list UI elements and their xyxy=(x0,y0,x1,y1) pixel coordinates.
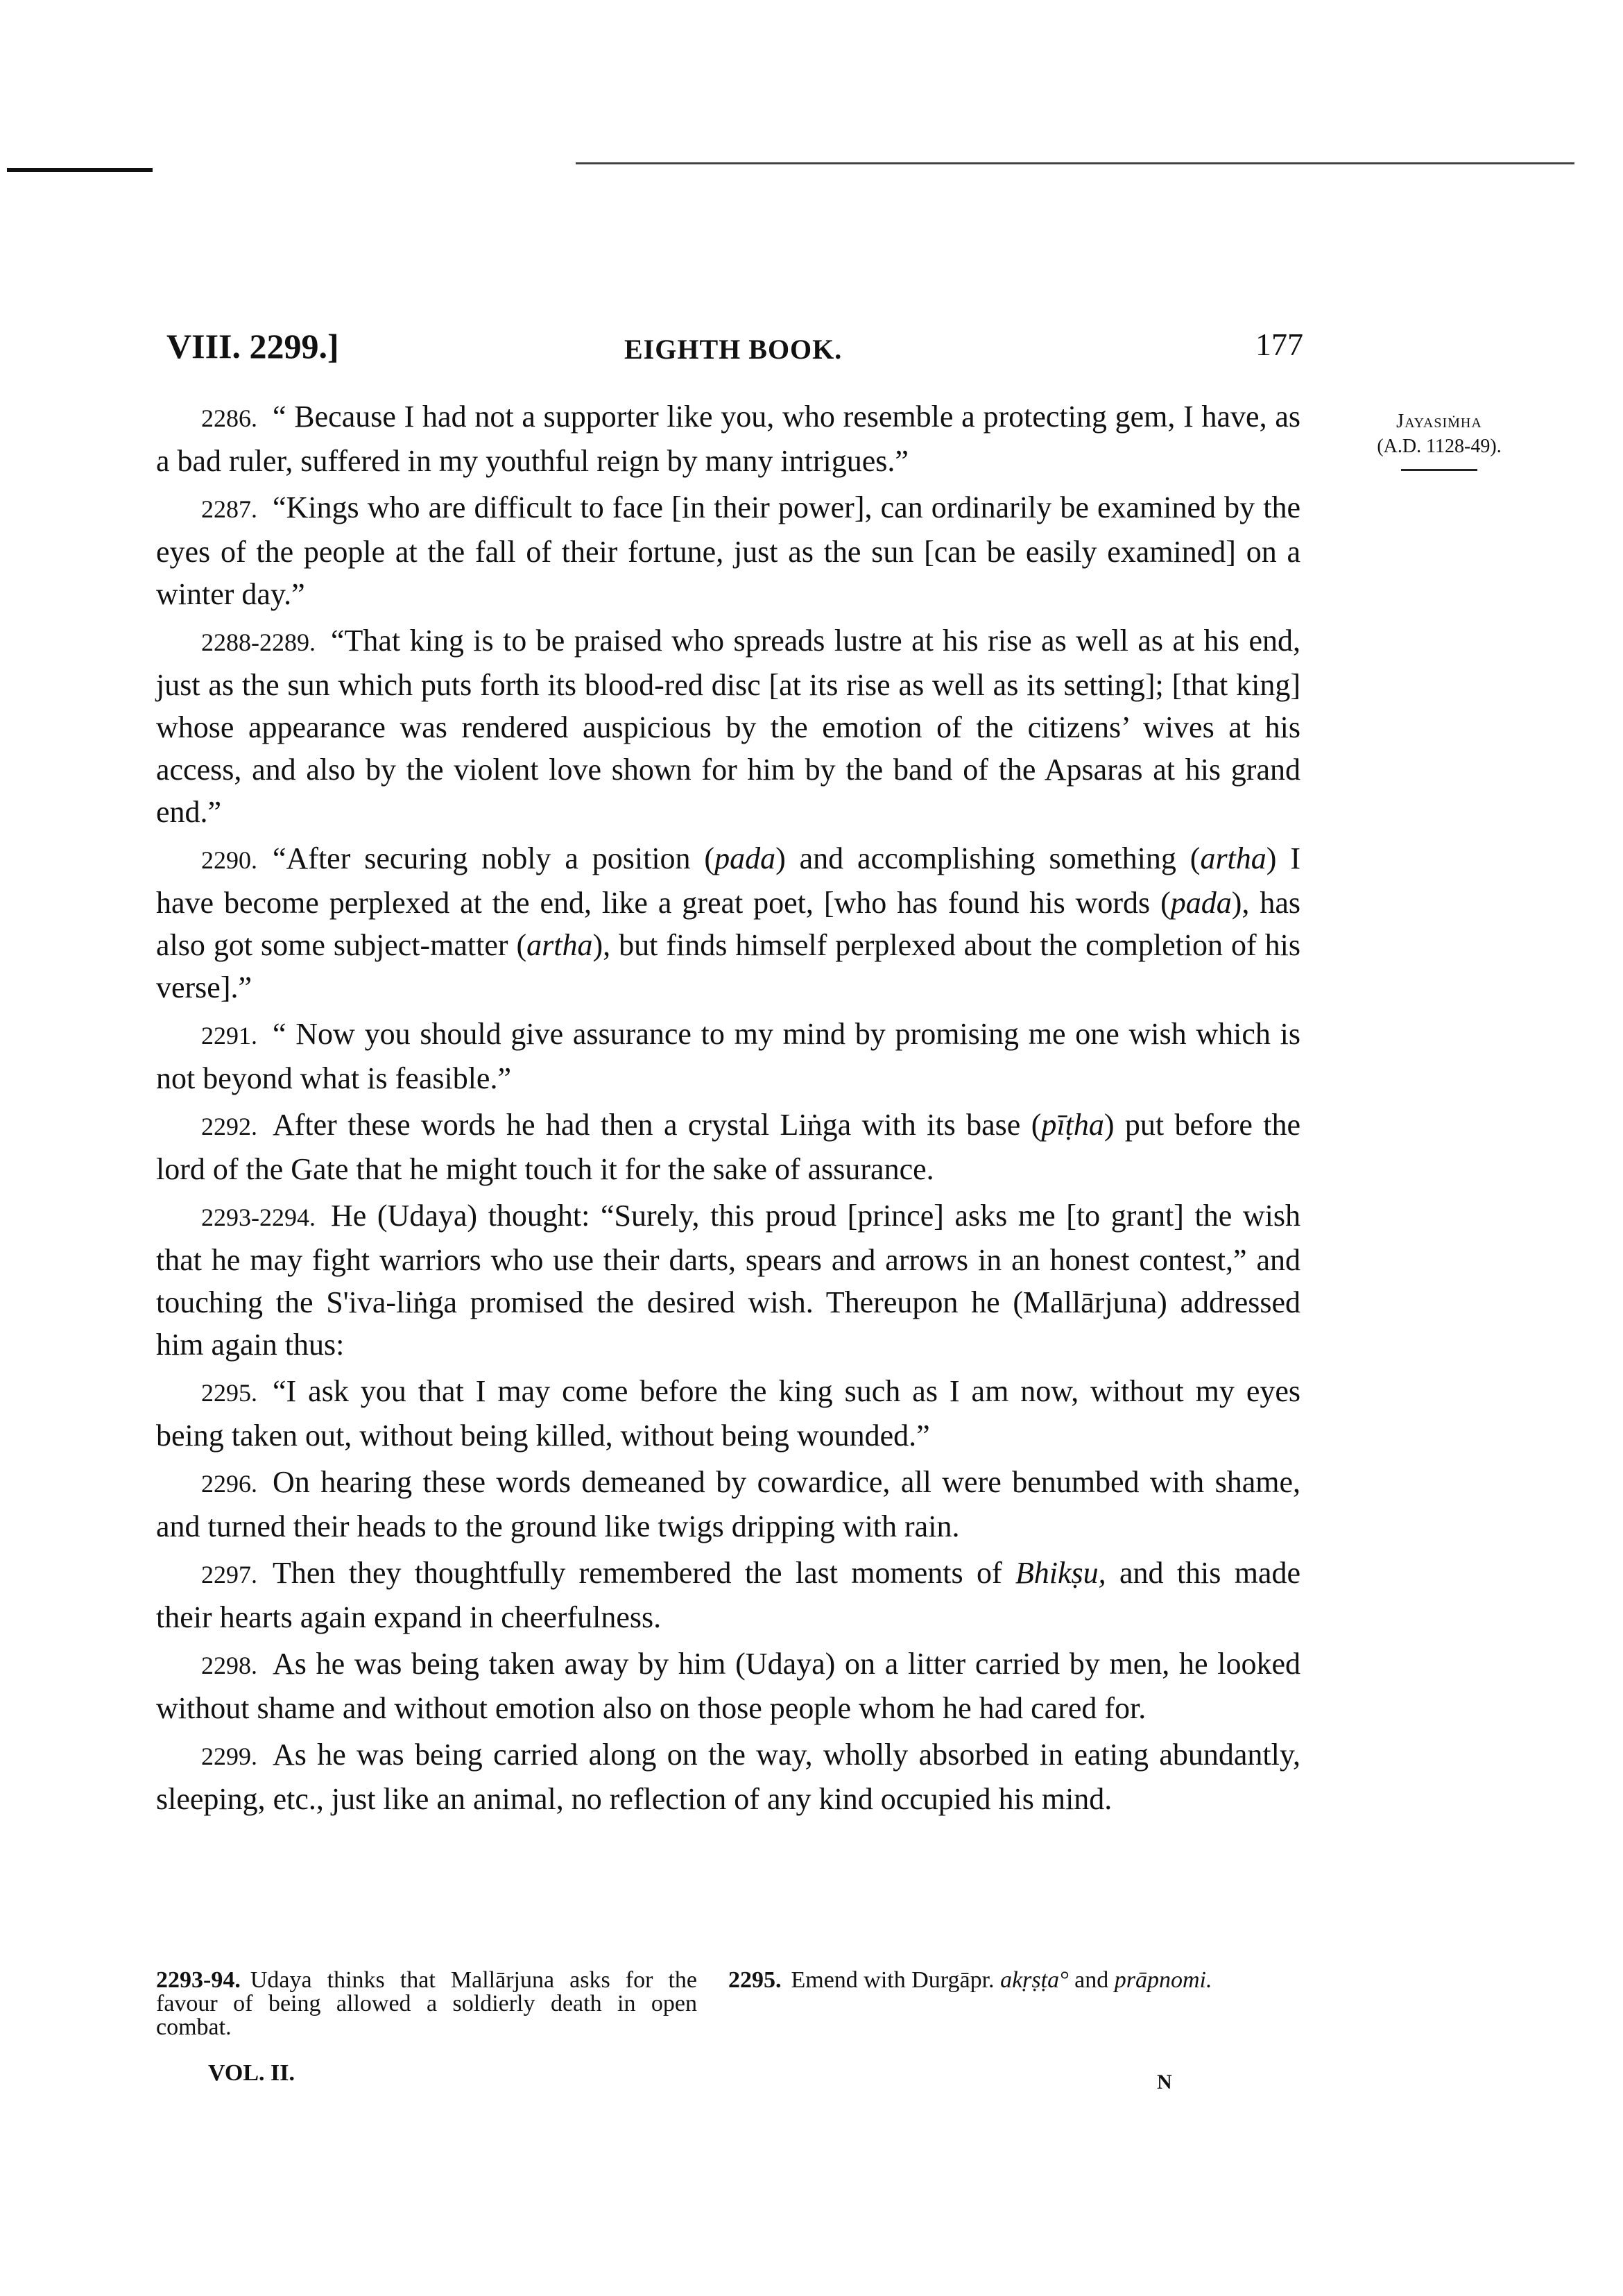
verse-paragraph xyxy=(156,837,1300,1009)
verse-number: 2293-2294. xyxy=(201,1203,316,1231)
verse-number: 2299. xyxy=(201,1742,257,1770)
verse-paragraph xyxy=(156,1461,1300,1548)
margin-note-rule xyxy=(1401,469,1477,471)
verse-paragraph xyxy=(156,1643,1300,1729)
verse-paragraph xyxy=(156,395,1300,482)
running-head-verse-ref: VIII. 2299.] xyxy=(166,327,339,366)
verse-number: 2291. xyxy=(201,1022,257,1050)
main-text xyxy=(156,395,1300,1824)
verse-paragraph xyxy=(156,486,1300,615)
text-segment: After these words he had then a crystal Liṅga with its base ( xyxy=(273,1108,1042,1142)
verse-number: 2288-2289. xyxy=(201,628,316,656)
text-segment: “After securing nobly a position ( xyxy=(273,841,715,875)
italic-term: pada xyxy=(1170,886,1232,920)
signature-mark: N xyxy=(1157,2071,1172,2093)
verse-number: 2295. xyxy=(728,1967,782,1993)
italic-term: Bhikṣu, xyxy=(1015,1556,1106,1590)
text-segment: Udaya thinks that Mallārjuna asks for the favour of being allowed a soldierly death in open combat. xyxy=(156,1967,697,2040)
top-rule xyxy=(576,162,1574,164)
text-segment: Then they thoughtfully remembered the last moments of xyxy=(273,1556,1015,1590)
verse-number: 2293-94. xyxy=(156,1967,241,1993)
text-segment: and xyxy=(1068,1967,1115,1993)
italic-term: pada xyxy=(714,841,776,875)
verse-paragraph xyxy=(156,1104,1300,1190)
italic-term: prāpnomi. xyxy=(1114,1967,1212,1993)
italic-term: pīṭha xyxy=(1041,1108,1104,1142)
page-number: 177 xyxy=(1255,327,1303,362)
text-segment: As he was being carried along on the way, wholly absorbed in eating abundantly, sleeping, etc., just like an animal, no reflection of any kind occupied his mind. xyxy=(156,1738,1300,1816)
margin-note xyxy=(1359,409,1519,471)
verse-paragraph xyxy=(156,619,1300,833)
scan-edge-mark xyxy=(7,168,153,172)
footnote-left xyxy=(156,1969,697,2039)
text-segment: On hearing these words demeaned by cowardice, all were benumbed with shame, and turned their heads to the ground like twigs dripping with rain. xyxy=(156,1465,1300,1543)
italic-term: artha xyxy=(526,928,593,962)
verse-number: 2286. xyxy=(201,404,257,432)
italic-term: akṛṣṭa° xyxy=(1000,1967,1069,1993)
verse-number: 2292. xyxy=(201,1113,257,1140)
text-segment: ) I have become perplexed at the end, like a great poet, [who has found his words ( xyxy=(156,841,1300,920)
text-segment: He (Udaya) thought: “Surely, this proud [prince] asks me [to grant] the wish that he may fight warriors who use their darts, spears and arrows in an honest contest,” and touching the S'iva-liṅga promised the desired wish. Thereupon he (Mallārjuna) addressed him again thus: xyxy=(156,1199,1300,1362)
verse-number: 2290. xyxy=(201,846,257,874)
footnote-right xyxy=(728,1969,1276,1992)
margin-note-king: Jayasiṁha xyxy=(1396,411,1482,432)
italic-term: artha xyxy=(1200,841,1266,875)
text-segment: “ Because I had not a supporter like you, who resemble a protecting gem, I have, as a bad ruler, suffered in my youthful reign by many intrigues.” xyxy=(156,400,1300,478)
verse-paragraph xyxy=(156,1194,1300,1366)
verse-number: 2296. xyxy=(201,1470,257,1498)
text-segment: “ Now you should give assurance to my mind by promising me one wish which is not beyond what is feasible.” xyxy=(156,1017,1300,1095)
text-segment: and this made their hearts again expand in cheerfulness. xyxy=(156,1556,1300,1634)
running-head-title: EIGHTH BOOK. xyxy=(624,334,843,365)
text-segment: ), has also got some subject-matter ( xyxy=(156,886,1300,962)
text-segment: ) put before the lord of the Gate that he might touch it for the sake of assurance. xyxy=(156,1108,1300,1186)
verse-number: 2298. xyxy=(201,1652,257,1679)
verse-number: 2287. xyxy=(201,495,257,523)
text-segment: Emend with Durgāpr. xyxy=(791,1967,1001,1993)
volume-label: VOL. II. xyxy=(208,2060,295,2086)
verse-paragraph xyxy=(156,1552,1300,1638)
margin-note-dates: (A.D. 1128-49). xyxy=(1377,436,1502,457)
verse-paragraph xyxy=(156,1733,1300,1820)
text-segment: “I ask you that I may come before the king such as I am now, without my eyes being taken out, without being killed, without being wounded.” xyxy=(156,1374,1300,1453)
text-segment: ), but finds himself perplexed about the completion of his verse].” xyxy=(156,928,1300,1004)
verse-paragraph xyxy=(156,1370,1300,1457)
verse-number: 2295. xyxy=(201,1379,257,1407)
text-segment: ) and accomplishing something ( xyxy=(775,841,1201,875)
text-segment: As he was being taken away by him (Udaya) on a litter carried by men, he looked without shame and without emotion also on those people whom he had cared for. xyxy=(156,1647,1300,1725)
text-segment: “That king is to be praised who spreads lustre at his rise as well as at his end, just as the sun which puts forth its blood-red disc [at its rise as well as its setting]; [that king] whose appearance was rendered auspicious by the emotion of the citizens’ wives at his access, and also by the violent love shown for him by the band of the Apsaras at his grand end.” xyxy=(156,624,1300,829)
text-segment: “Kings who are difficult to face [in their power], can ordinarily be examined by the eyes of the people at the fall of their fortune, just as the sun [can be easily examined] on a winter day.” xyxy=(156,490,1300,611)
verse-paragraph xyxy=(156,1013,1300,1099)
verse-number: 2297. xyxy=(201,1561,257,1588)
